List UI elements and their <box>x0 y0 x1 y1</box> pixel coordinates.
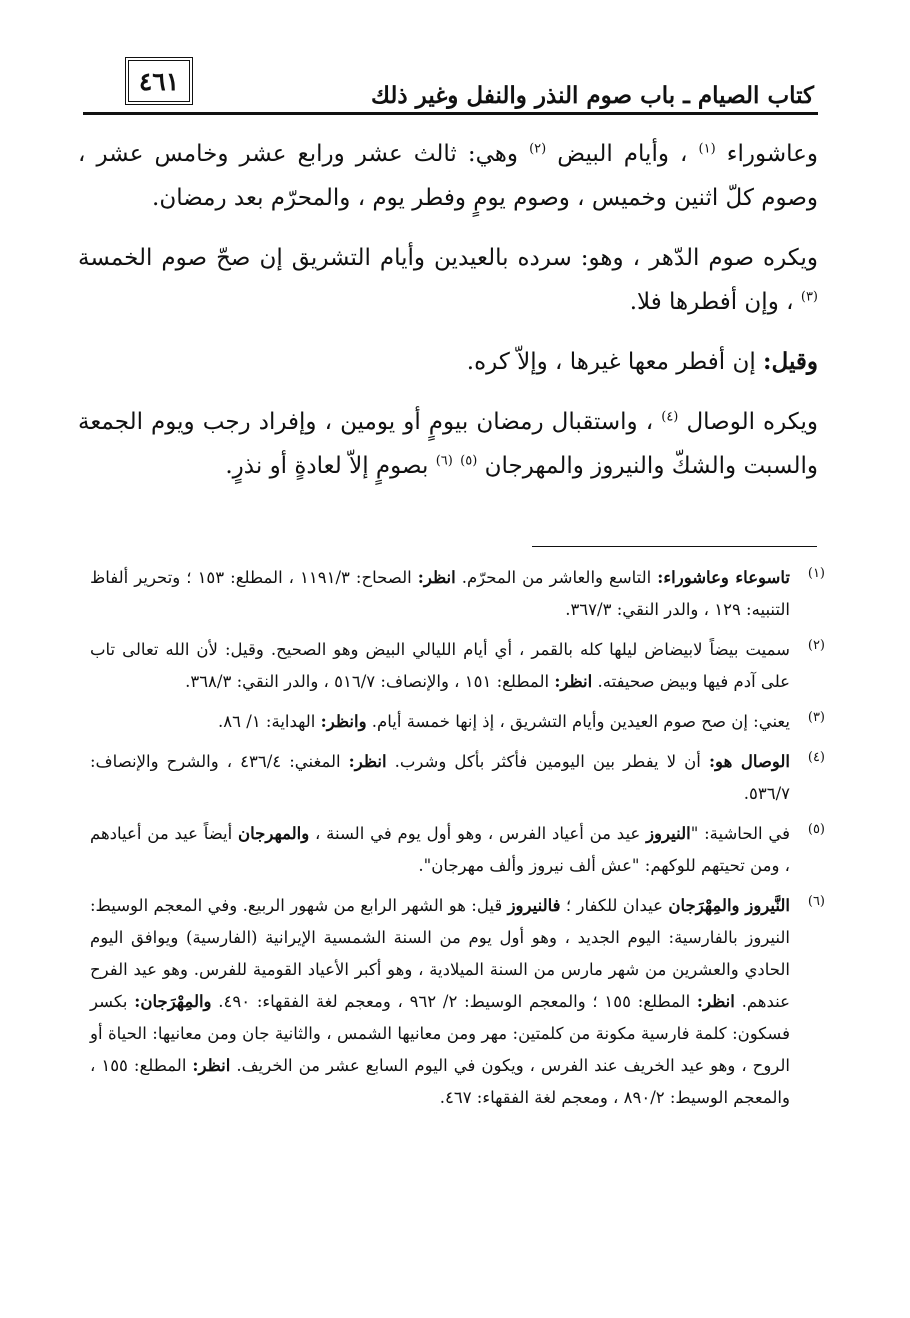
text-span: ويكره صوم الدّهر ، وهو: سرده بالعيدين وأيام التشريق إن صحّ صوم الخمسة <box>78 245 818 271</box>
footnote-number: (٦) <box>807 894 825 909</box>
header-rule <box>83 112 818 115</box>
footnote-term: انظر: <box>348 752 387 771</box>
text-span: قيل: هو الشهر الرابع من شهور الربيع. وفي المعجم الوسيط: النيروز بالفارسية: اليوم الجديد ، وهو أول يوم من السنة الشمسية الإيرانية (الفارسية) ويوافق اليوم الحادي والعشرين من شهر مارس من السنة الميلادية ، وهو أكبر الأعياد القومية للفرس. وهو عيد الفرح عندهم. <box>90 896 790 1011</box>
text-span: الصحاح: ١١٩١/٣ ، المطلع: ١٥٣ ؛ وتحرير ألفاظ التنبيه: ١٢٩ ، والدر النقي: ٣٦٧/٣. <box>90 568 790 619</box>
footnote-ref: (٣) <box>800 289 818 305</box>
footnote-ref: (٥) <box>460 453 478 469</box>
footnote-ref: (١) <box>698 141 716 157</box>
footnote-term: والمِهْرَجان: <box>134 992 212 1011</box>
footnote-1 <box>90 562 825 626</box>
footnote-term: انظر: <box>417 568 456 587</box>
text-span: التاسع والعاشر من المحرّم. <box>461 568 652 587</box>
footnote-term: وانظر: <box>320 712 367 731</box>
paragraph-4 <box>78 400 818 488</box>
footnote-text <box>90 706 790 738</box>
footnote-term: تاسوعاء وعاشوراء: <box>657 568 791 587</box>
footnote-term: فالنيروز <box>507 896 561 915</box>
page-number: ٤٦١ <box>125 57 193 105</box>
text-span: يعني: إن صح صوم العيدين وأيام التشريق ، إذ إنها خمسة أيام. <box>371 712 790 731</box>
text-span: أيضاً عيد من أعيادهم ، ومن تحيتهم للوكهم: "عش ألف نيروز وألف مهرجان". <box>90 824 790 875</box>
footnote-number: (٢) <box>807 638 825 653</box>
footnote-term: النيروز <box>646 824 691 843</box>
text-span: وهي: ثالث عشر ورابع عشر وخامس عشر ، وصوم كلّ اثنين وخميس ، وصوم يومٍ وفطر يوم ، والمحرّم بعد رمضان. <box>78 141 818 211</box>
footnote-term: والمهرجان <box>238 824 310 843</box>
text-span: المطلع: ١٥٥ ؛ والمعجم الوسيط: ٢/ ٩٦٢ ، ومعجم لغة الفقهاء: ٤٩٠. <box>218 992 691 1011</box>
paragraph-3 <box>78 340 818 384</box>
text-span: في الحاشية: " <box>690 824 791 843</box>
footnote-text <box>90 746 790 810</box>
footnote-text <box>90 562 790 626</box>
footnote-ref: (٤) <box>661 409 679 425</box>
footnote-ref: (٢) <box>529 141 547 157</box>
footnote-term: انظر: <box>696 992 735 1011</box>
footnote-number: (٣) <box>807 710 825 725</box>
main-text <box>78 132 818 504</box>
text-span: الهداية: ١/ ٨٦. <box>218 712 316 731</box>
footnote-4 <box>90 746 825 810</box>
text-span: عيدان للكفار ؛ <box>565 896 663 915</box>
lead-word: وقيل: <box>763 348 818 375</box>
text-span: بكسر فسكون: كلمة فارسية مكونة من كلمتين: مهر ومن معانيها الشمس ، والثانية جان ومن معانيها: الحياة أو الروح ، وهو عيد الخريف عند الفرس ، ويكون في اليوم السابع عشر من الخريف. <box>90 992 791 1075</box>
text-span: المطلع: ١٥٥ ، والمعجم الوسيط: ٨٩٠/٢ ، ومعجم لغة الفقهاء: ٤٦٧. <box>90 1056 790 1107</box>
text-span: المطلع: ١٥١ ، والإنصاف: ٥١٦/٧ ، والدر النقي: ٣٦٨/٣. <box>185 672 550 691</box>
running-title: كتاب الصيام ـ باب صوم النذر والنفل وغير ذلك <box>370 82 814 109</box>
footnote-term: انظر: <box>554 672 593 691</box>
text-span: إن أفطر معها غيرها ، وإلاّ كره. <box>466 349 756 375</box>
text-span: المغني: ٤٣٦/٤ ، والشرح والإنصاف: ٥٣٦/٧. <box>90 752 790 803</box>
paragraph-2 <box>78 236 818 324</box>
text-span: عيد من أعياد الفرس ، وهو أول يوم في السنة ، <box>315 824 641 843</box>
footnote-term: النَّيروز والمِهْرَجان <box>668 896 790 915</box>
text-span: ، وأيام البيض <box>557 141 688 167</box>
footnote-rule <box>532 546 817 547</box>
footnote-number: (٥) <box>807 822 825 837</box>
footnote-ref: (٦) <box>435 453 453 469</box>
footnotes <box>90 562 825 1122</box>
footnote-3 <box>90 706 825 738</box>
footnote-2 <box>90 634 825 698</box>
text-span: ، واستقبال رمضان بيومٍ أو يومين ، وإفراد رجب ويوم الجمعة والسبت والشكّ والنيروز والمهرجان <box>78 409 818 479</box>
footnote-term: الوصال هو: <box>708 752 790 771</box>
footnote-term: انظر: <box>192 1056 231 1075</box>
text-span: ويكره الوصال <box>686 409 819 435</box>
footnote-text <box>90 818 790 882</box>
footnote-5 <box>90 818 825 882</box>
paragraph-1 <box>78 132 818 220</box>
text-span: وعاشوراء <box>726 141 819 167</box>
footnote-number: (١) <box>807 566 825 581</box>
text-span: ، وإن أفطرها فلا. <box>629 289 794 315</box>
footnote-text <box>90 890 790 1114</box>
footnote-text <box>90 634 790 698</box>
text-span: سميت بيضاً لابيضاض ليلها كله بالقمر ، أي أيام الليالي البيض وهو الصحيح. وقيل: لأن الله تعالى تاب على آدم فيها وبيض صحيفته. <box>90 640 790 691</box>
text-span: بصومٍ إلاّ لعادةٍ أو نذرٍ. <box>225 453 429 479</box>
text-span: أن لا يفطر بين اليومين فأكثر بأكل وشرب. <box>394 752 701 771</box>
footnote-number: (٤) <box>807 750 825 765</box>
footnote-6 <box>90 890 825 1114</box>
